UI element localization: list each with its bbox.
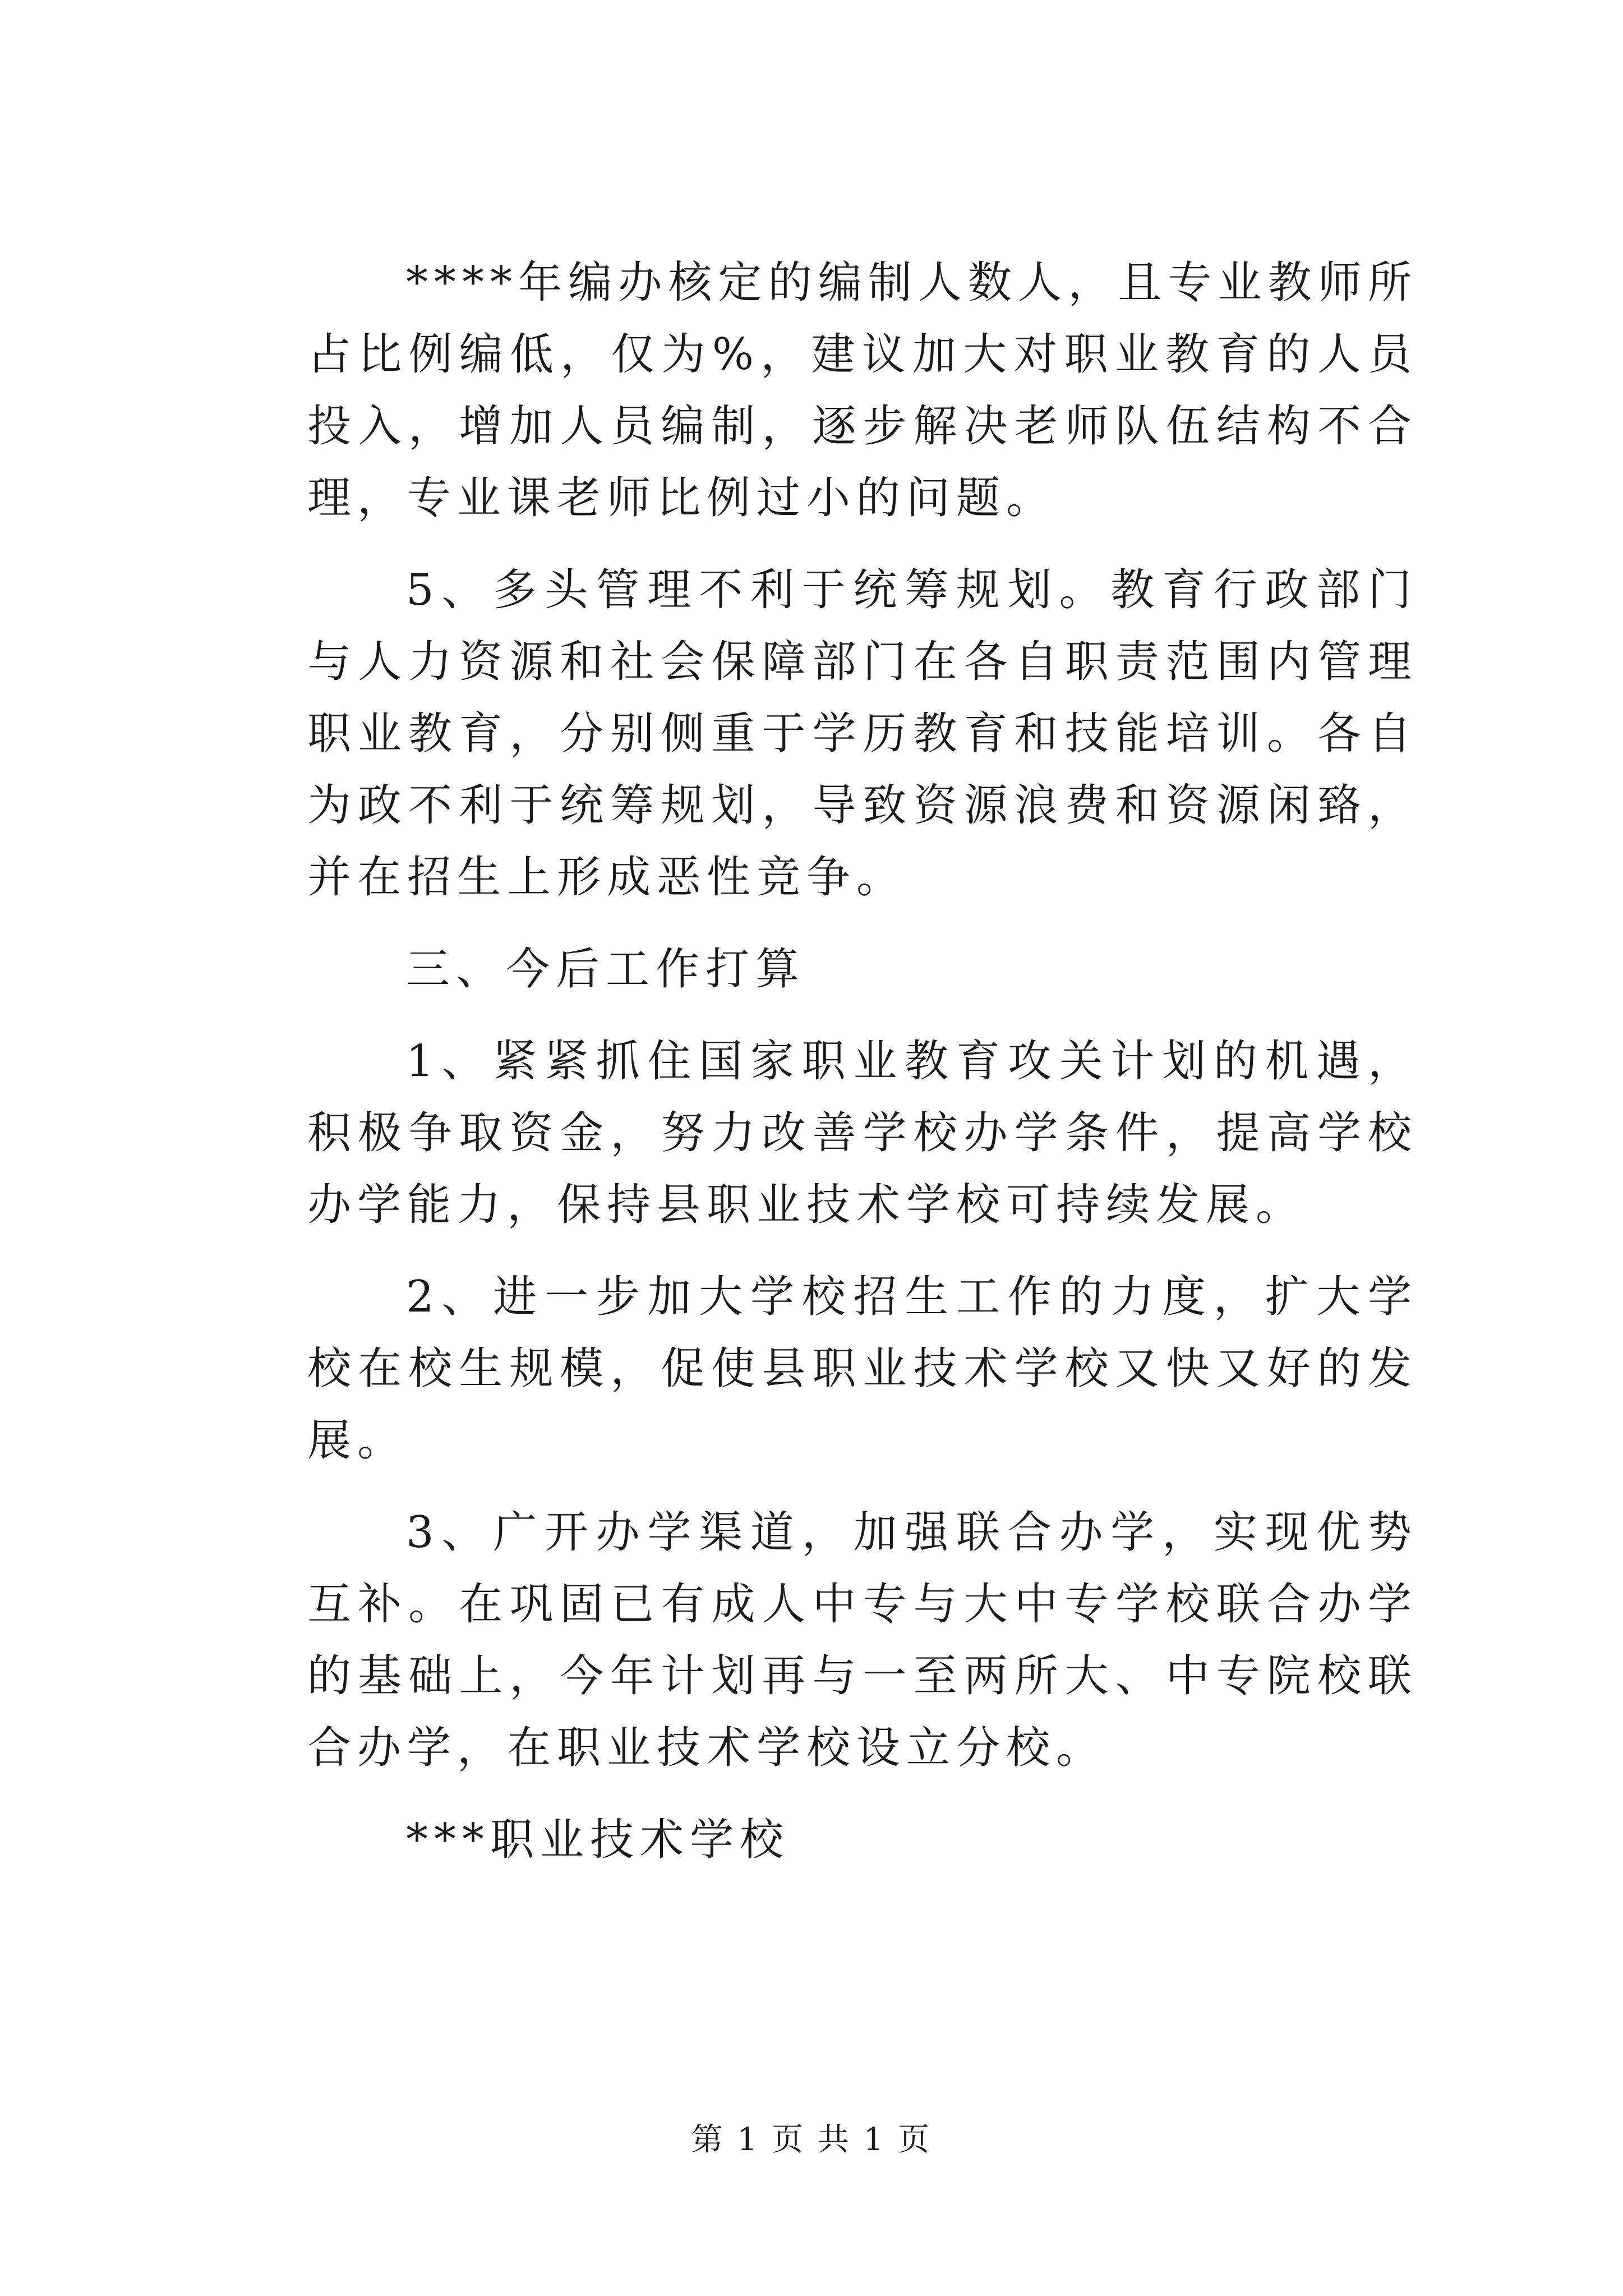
paragraph-staffing: ****年编办核定的编制人数人，且专业教师所占比例编低，仅为%，建议加大对职业教育的人员投入，增加人员编制，逐步解决老师队伍结构不合理，专业课老师比例过小的问题。 xyxy=(307,257,1418,523)
paragraph-management: 5、多头管理不利于统筹规划。教育行政部门与人力资源和社会保障部门在各自职责范围内管理职业教育，分别侧重于学历教育和技能培训。各自为政不利于统筹规划，导致资源浪费和资源闲臵，并在招生上形成恶性竞争。 xyxy=(307,565,1418,903)
paragraph-plan-3: 3、广开办学渠道，加强联合办学，实现优势互补。在巩固已有成人中专与大中专学校联合办学的基础上，今年计划再与一至两所大、中专院校联合办学，在职业技术学校设立分校。 xyxy=(307,1507,1418,1773)
section-heading-plans: 三、今后工作打算 xyxy=(406,944,806,995)
signature-school: ***职业技术学校 xyxy=(406,1815,790,1865)
paragraph-plan-1: 1、紧紧抓住国家职业教育攻关计划的机遇，积极争取资金，努力改善学校办学条件，提高学校办学能力，保持县职业技术学校可持续发展。 xyxy=(307,1036,1418,1230)
paragraph-plan-2: 2、进一步加大学校招生工作的力度，扩大学校在校生规模，促使县职业技术学校又快又好的发展。 xyxy=(307,1272,1418,1466)
page-footer: 第 1 页 共 1 页 xyxy=(691,2122,932,2158)
document-body xyxy=(307,247,1418,1876)
